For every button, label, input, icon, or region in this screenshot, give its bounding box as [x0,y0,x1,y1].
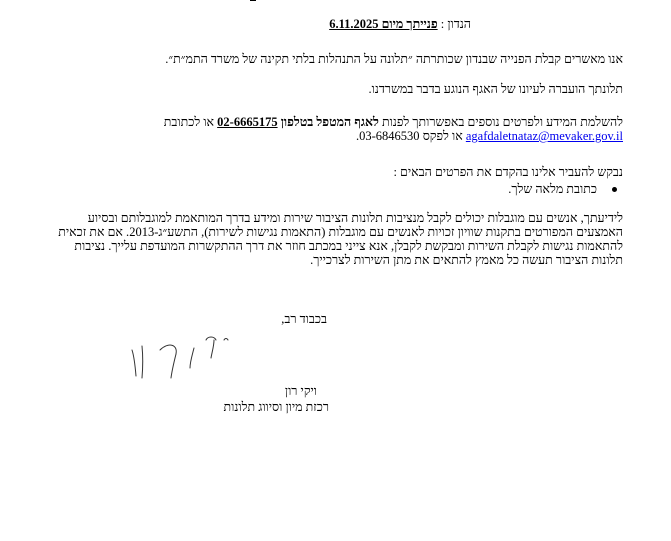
list-item [48,182,623,196]
signer-title: רכזת מיון וסיווג תלונות [223,400,329,414]
subject-label: הנדון : [440,17,471,31]
contact-phone: 02-6665175 [217,115,278,129]
paragraph-contact [48,115,623,143]
contact-suffix: או לפקס 03-6846530. [356,129,463,143]
page-top-mark [250,0,256,1]
contact-prefix: להשלמת המידע ולפרטים נוספים באפשרותך לפנות [381,115,623,129]
contact-department: לאגף המטפל בטלפון [280,115,379,129]
subject-value: פנייתך מיום 6.11.2025 [329,17,438,31]
requested-details-list [48,182,623,196]
subject-line [329,17,471,31]
signer-name: ויקי רון [284,384,317,398]
paragraph-request: נבקש להעביר אלינו בהקדם את הפרטים הבאים : [393,165,623,179]
contact-email-link[interactable]: agafdaletnataz@mevaker.gov.il [465,129,623,143]
paragraph-acknowledgement: אנו מאשרים קבלת הפנייה שבנדון שכותרתה ״תלונה על התנהלות בלתי תקינה של משרד התמ״ת״. [165,52,623,66]
bullet-icon [612,187,617,192]
paragraph-accessibility: לידיעתך, אנשים עם מוגבלות יכולים לקבל מנציבות תלונות הציבור שירות ומידע בדרך המותאמת למוגבלותם ובסיוע האמצעים המפורטים בתקנות שוויון זכויות לאנשים עם מוגבלות (התאמות נגישות לשירות), התשע״ג-2013. אם את זכאית להתאמות נגישות לקבלת השירות ומבקשת לקבלן, אנא צייני במכתב חוזר את דרך ההתקשרות המועדפת עלייך. נציבות תלונות הציבור תעשה כל מאמץ להתאים את מתן השירות לצרכייך. [58,211,623,267]
handwritten-signature [128,328,238,383]
closing-greeting: בכבוד רב, [281,312,327,326]
paragraph-forwarded: תלונתך הועברה לעיונו של האגף הנוגע בדבר במשרדנו. [368,82,623,96]
contact-mid: או לכתובת [163,115,215,129]
list-item-text: כתובת מלאה שלך. [508,182,597,196]
